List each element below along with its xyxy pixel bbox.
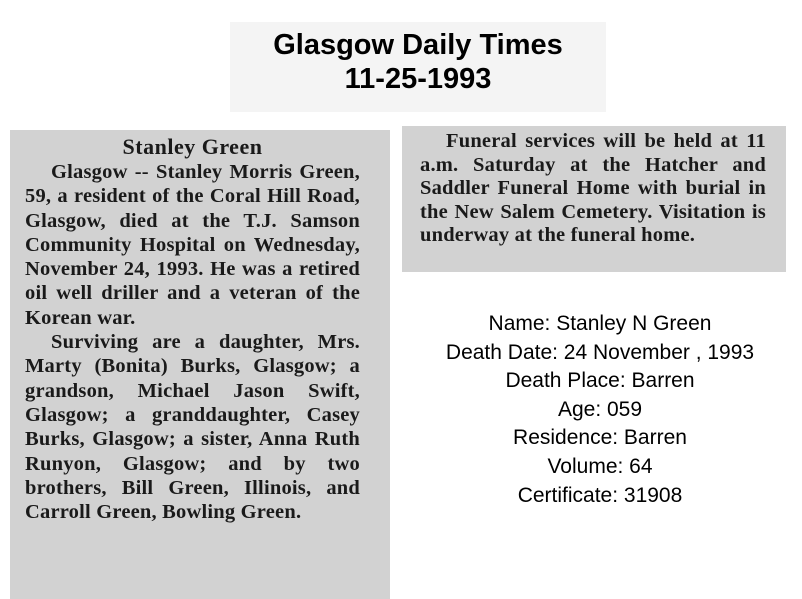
obituary-body — [25, 160, 360, 524]
record-death-place: Death Place: Barren — [505, 369, 695, 393]
record-certificate: Certificate: 31908 — [517, 483, 683, 507]
obituary-clipping-left — [10, 130, 390, 599]
newspaper-name: Glasgow Daily Times — [273, 29, 563, 61]
obituary-paragraph: Glasgow -- Stanley Morris Green, 59, a resident of the Coral Hill Road, Glasgow, died at the T.J. Samson Community Hospital on Wednesday, November 24, 1993. He was a retired oil well driller and a veteran of the Korean war. — [25, 161, 360, 329]
obituary-funeral-text — [420, 130, 766, 248]
record-death-date: Death Date: 24 November , 1993 — [445, 340, 755, 364]
obituary-paragraph: Funeral services will be held at 11 a.m. Saturday at the Hatcher and Saddler Funeral Home with burial in the New Salem Cemetery. Visitation is underway at the funeral home. — [420, 130, 766, 246]
obituary-paragraph: Surviving are a daughter, Mrs. Marty (Bonita) Burks, Glasgow; a grandson, Michael Jason Swift, Glasgow; a granddaughter, Casey Burks, Glasgow; a sister, Anna Ruth Runyon, Glasgow; and by two brothers, Bill Green, Illinois, and Carroll Green, Bowling Green. — [25, 331, 360, 524]
publication-date: 11-25-1993 — [344, 63, 492, 95]
newspaper-header — [230, 22, 606, 112]
record-name: Name: Stanley N Green — [488, 312, 712, 335]
record-volume: Volume: 64 — [547, 454, 653, 478]
obituary-title: Stanley Green — [122, 134, 263, 159]
obituary-clipping-right — [402, 126, 786, 272]
record-age: Age: 059 — [557, 397, 643, 421]
record-residence: Residence: Barren — [513, 426, 687, 450]
death-record-details — [400, 310, 800, 510]
